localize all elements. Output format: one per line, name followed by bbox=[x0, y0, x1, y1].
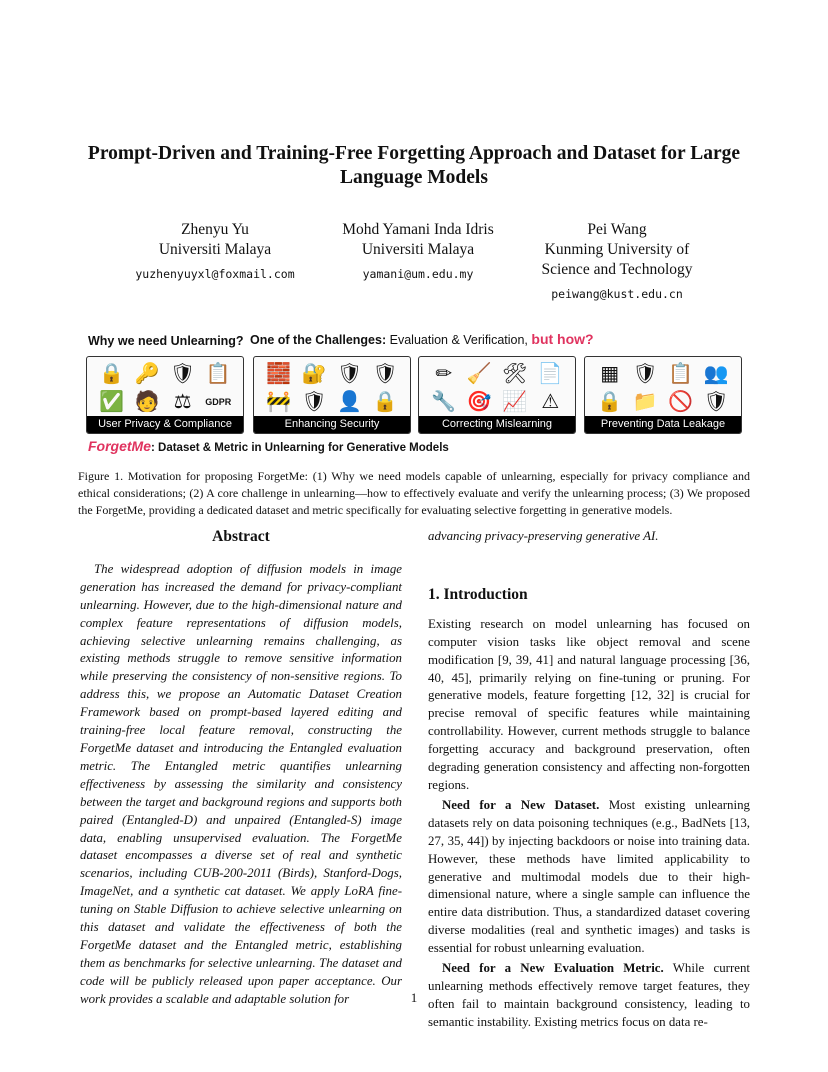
warning-icon: ⚠ bbox=[541, 391, 560, 413]
panel-label: User Privacy & Compliance bbox=[87, 416, 243, 433]
author-email[interactable]: yamani@um.edu.my bbox=[362, 267, 474, 281]
folder-icon: 📁 bbox=[632, 391, 658, 413]
figure-question-1: Why we need Unlearning? bbox=[88, 334, 244, 348]
ssl-shield-icon: 🛡 bbox=[337, 363, 363, 385]
guard-shield-icon: 🛡 bbox=[703, 391, 729, 413]
shield-icon: 🛡 bbox=[170, 363, 196, 385]
lock-icon: 🔒 bbox=[99, 363, 125, 385]
author-affiliation: Universiti Malaya bbox=[361, 241, 475, 258]
page-number: 1 bbox=[410, 990, 418, 1005]
clipboard-icon: 📋 bbox=[668, 363, 694, 385]
intro-paragraph-2 bbox=[428, 797, 750, 958]
person-icon: 🧑 bbox=[134, 391, 160, 413]
figure-caption: Figure 1. Motivation for proposing ForgetMe: (1) Why we need models capable of unlearning, especially for privacy compliance and ethical considerations; (2) A core challenge in unlearning—how to effectively evaluate and verify the unlearning process; (3) We proposed the ForgetMe, providing a dedicated dataset and metric specifically for evaluating selective forgetting in generative models. bbox=[78, 469, 750, 517]
panel-icons bbox=[419, 357, 575, 419]
author-email[interactable]: peiwang@kust.edu.cn bbox=[551, 287, 683, 301]
eraser-icon: 🧹 bbox=[466, 363, 492, 385]
padlock-icon: 🔒 bbox=[597, 391, 623, 413]
panel-icons bbox=[87, 357, 243, 419]
intro-p2-heading: Need for a New Dataset. bbox=[442, 797, 600, 812]
check-icon: ✅ bbox=[99, 391, 125, 413]
figure-q2-red: but how? bbox=[531, 331, 594, 347]
key-icon: 🔑 bbox=[134, 363, 160, 385]
abstract-section bbox=[80, 528, 402, 1009]
barrier-icon: 🚧 bbox=[266, 391, 292, 413]
figure-q2-bold: One of the Challenges: bbox=[250, 333, 387, 347]
panel-label: Enhancing Security bbox=[254, 416, 410, 433]
intro-p3-heading: Need for a New Evaluation Metric. bbox=[442, 961, 664, 976]
paper-title: Prompt-Driven and Training-Free Forgetting Approach and Dataset for Large Language Models bbox=[87, 143, 741, 188]
panel-privacy bbox=[86, 356, 244, 434]
blocked-icon: 🚫 bbox=[668, 391, 694, 413]
panel-leakage bbox=[584, 356, 742, 434]
document-icon: 📋 bbox=[205, 363, 231, 385]
panel-label: Correcting Mislearning bbox=[419, 416, 575, 433]
figure-footer bbox=[88, 438, 449, 454]
author-name: Pei Wang bbox=[587, 221, 647, 238]
users-icon: 👥 bbox=[703, 363, 729, 385]
author-affiliation: Kunming University of Science and Technology bbox=[541, 241, 693, 278]
tools-icon: 🛠 bbox=[502, 363, 528, 385]
check-shield-icon: 🛡 bbox=[301, 391, 327, 413]
scales-icon: ⚖ bbox=[173, 391, 192, 413]
figure-1 bbox=[78, 330, 750, 452]
chart-icon: 📈 bbox=[502, 391, 528, 413]
abstract-text: The widespread adoption of diffusion models in image generation has increased the demand for privacy-compliant unlearning. However, due to the high-dimensional nature and complex feature representations of diffusion models, achieving selective unlearning remains challenging, as existing methods struggle to remove sensitive information while preserving the consistency of non-sensitive regions. To address this, we propose an Automatic Dataset Creation Framework based on prompt-based layered editing and training-free local feature removal, constructing the ForgetMe dataset and introducing the Entangled evaluation metric. The Entangled metric quantifies unlearning effectiveness by assessing the similarity and consistency between the target and background regions and supports both paired (Entangled-D) and unpaired (Entangled-S) image data, enabling unsupervised evaluation. The ForgetMe dataset encompasses a diverse set of real and synthetic scenarios, including CUB-200-2011 (Birds), Stanford-Dogs, ImageNet, and a synthetic cat dataset. We apply LoRA fine-tuning on Stable Diffusion to achieve selective unlearning on this dataset and validate the effectiveness of both the ForgetMe dataset and the Entangled metric, establishing them as benchmarks for selective unlearning. The dataset and code will be publicly released upon paper acceptance. Our work provides a scalable and adaptable solution for bbox=[80, 561, 402, 1006]
gdpr-icon: GDPR bbox=[205, 397, 232, 407]
panel-mislearning bbox=[418, 356, 576, 434]
panel-label: Preventing Data Leakage bbox=[585, 416, 741, 433]
protected-shield-icon: 🛡 bbox=[632, 363, 658, 385]
footer-text: : Dataset & Metric in Unlearning for Generative Models bbox=[151, 442, 449, 454]
error-document-icon: 📄 bbox=[537, 363, 563, 385]
wrench-icon: 🔧 bbox=[431, 391, 457, 413]
intro-p2-text: Most existing unlearning datasets rely on data poisoning techniques (e.g., BadNets [13, 27, 35, 44]) by injecting backdoors or noise into training data. However, these methods have limited applicability to generative and multimodal models due to their high-dimensional nature, where a single sample can influence the entire data distribution. Thus, a standardized dataset covering diverse modalities (real and synthetic images) and tasks is essential for robust unlearning evaluation. bbox=[428, 797, 750, 956]
panel-icons bbox=[585, 357, 741, 419]
security-shield-icon: 🛡 bbox=[372, 363, 398, 385]
intro-paragraph-1: Existing research on model unlearning has focused on computer vision tasks like object removal and scene modification [9, 39, 41] and natural language processing [36, 40, 45], primarily relying on fine-tuning or pruning. For generative models, feature forgetting [12, 32] is crucial for precise removal of specific features while maintaining controllability. However, current methods struggle to balance forgetting accuracy and background preservation, often degrading generation consistency and affecting non-forgotten regions. bbox=[428, 616, 750, 792]
network-lock-icon: 🔐 bbox=[301, 363, 327, 385]
intro-p3-text: While current unlearning methods effectively remove target features, they often fail to maintain background consistency, leading to semantic instability. Existing metrics focus on data re- bbox=[428, 961, 750, 1029]
panel-icons bbox=[254, 357, 410, 419]
panel-security bbox=[253, 356, 411, 434]
author-3 bbox=[527, 220, 707, 302]
right-column bbox=[428, 528, 750, 1032]
pencil-icon: ✏ bbox=[435, 363, 453, 385]
qr-code-icon: ▦ bbox=[600, 363, 620, 385]
intro-heading: 1. Introduction bbox=[428, 585, 528, 603]
author-affiliation: Universiti Malaya bbox=[158, 241, 272, 258]
author-1 bbox=[120, 220, 310, 282]
target-icon: 🎯 bbox=[466, 391, 492, 413]
author-name: Zhenyu Yu bbox=[181, 221, 249, 238]
abstract-continued: advancing privacy-preserving generative AI. bbox=[428, 529, 659, 543]
figure-q2-rest: Evaluation & Verification, bbox=[389, 333, 528, 347]
firewall-icon: 🧱 bbox=[266, 363, 292, 385]
author-email[interactable]: yuzhenyuyxl@foxmail.com bbox=[135, 267, 295, 281]
forgetme-brand: ForgetMe bbox=[88, 438, 151, 454]
hacker-icon: 👤 bbox=[337, 391, 363, 413]
figure-question-2 bbox=[250, 331, 594, 347]
author-name: Mohd Yamani Inda Idris bbox=[342, 221, 494, 238]
author-2 bbox=[318, 220, 518, 282]
secure-device-icon: 🔒 bbox=[372, 391, 398, 413]
abstract-heading: Abstract bbox=[212, 528, 270, 545]
